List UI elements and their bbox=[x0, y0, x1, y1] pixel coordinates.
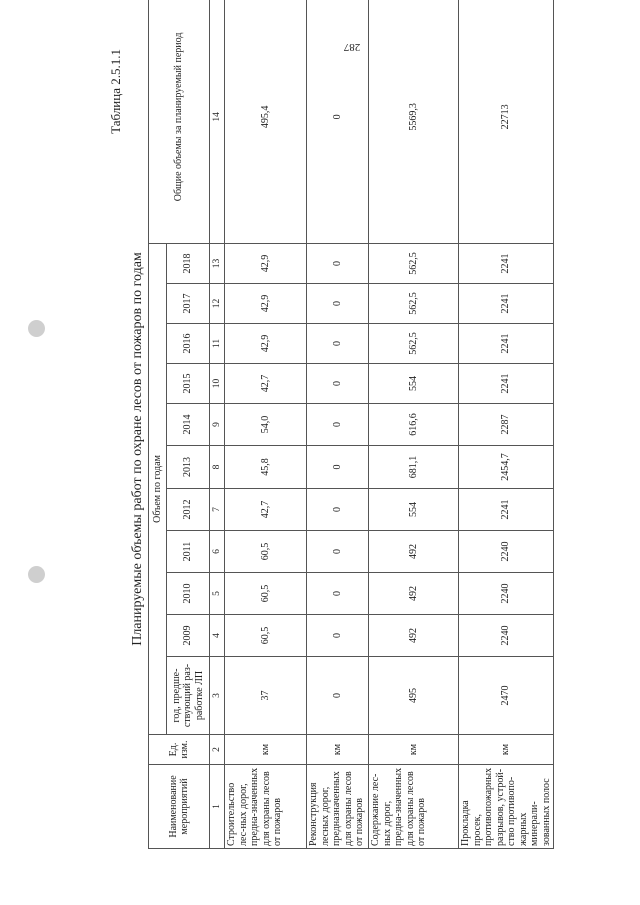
punch-hole-bottom bbox=[28, 566, 45, 583]
header-year: 2013 bbox=[167, 446, 210, 489]
row-value: 42,7 bbox=[225, 489, 307, 531]
column-number: 1 bbox=[210, 765, 225, 849]
row-value: 42,7 bbox=[225, 364, 307, 404]
header-volume-by-year: Объем по годам bbox=[149, 243, 167, 734]
column-number: 4 bbox=[210, 615, 225, 657]
row-value: 562,5 bbox=[369, 324, 459, 364]
header-total: Общие объемы за планируемый период bbox=[149, 0, 210, 243]
header-year: 2015 bbox=[167, 364, 210, 404]
header-year: 2011 bbox=[167, 531, 210, 573]
column-numbers-row bbox=[210, 0, 225, 849]
row-value: 0 bbox=[307, 243, 369, 283]
row-value: 554 bbox=[369, 364, 459, 404]
column-number: 11 bbox=[210, 324, 225, 364]
row-value: 562,5 bbox=[369, 284, 459, 324]
table-row bbox=[225, 0, 307, 849]
row-value: 45,8 bbox=[225, 446, 307, 489]
row-value: 42,9 bbox=[225, 284, 307, 324]
column-number: 5 bbox=[210, 573, 225, 615]
row-value: 2241 bbox=[459, 324, 554, 364]
column-number: 9 bbox=[210, 404, 225, 446]
header-year: 2017 bbox=[167, 284, 210, 324]
column-number: 10 bbox=[210, 364, 225, 404]
header-unit: Ед. изм. bbox=[149, 735, 210, 765]
row-total: 0 bbox=[307, 0, 369, 243]
row-value: 54,0 bbox=[225, 404, 307, 446]
header-name: Наименование мероприятий bbox=[149, 765, 210, 849]
row-name: Строительство лес-ных дорог, предна-значенных для охраны лесов от пожаров bbox=[225, 765, 307, 849]
row-value: 2241 bbox=[459, 243, 554, 283]
row-value: 0 bbox=[307, 324, 369, 364]
row-value: 492 bbox=[369, 615, 459, 657]
row-value: 2240 bbox=[459, 615, 554, 657]
column-number: 2 bbox=[210, 735, 225, 765]
fire-protection-table bbox=[148, 0, 554, 849]
row-value: 0 bbox=[307, 364, 369, 404]
row-value: 0 bbox=[307, 404, 369, 446]
row-value: 60,5 bbox=[225, 615, 307, 657]
page-number: 287 bbox=[343, 41, 361, 53]
row-unit: км bbox=[225, 735, 307, 765]
header-year: 2009 bbox=[167, 615, 210, 657]
row-value: 492 bbox=[369, 531, 459, 573]
row-value: 616,6 bbox=[369, 404, 459, 446]
header-prev-year: год, предше-ствующий раз-работке ЛП bbox=[167, 657, 210, 735]
row-value: 2241 bbox=[459, 284, 554, 324]
row-prev: 495 bbox=[369, 657, 459, 735]
row-value: 0 bbox=[307, 489, 369, 531]
header-year: 2018 bbox=[167, 243, 210, 283]
column-number: 8 bbox=[210, 446, 225, 489]
row-value: 0 bbox=[307, 446, 369, 489]
row-prev: 2470 bbox=[459, 657, 554, 735]
row-value: 0 bbox=[307, 531, 369, 573]
column-number: 3 bbox=[210, 657, 225, 735]
row-value: 554 bbox=[369, 489, 459, 531]
header-year: 2016 bbox=[167, 324, 210, 364]
row-name: Реконструкция лесных дорог, предназначенных для охраны лесов от пожаров bbox=[307, 765, 369, 849]
table-title: Планируемые объемы работ по охране лесов от пожаров по годам bbox=[130, 252, 145, 646]
row-name: Прокладка просек, противопожарных разрывов, устрой-ство противопо-жарных минерали-зованных полос bbox=[459, 765, 554, 849]
header-year: 2010 bbox=[167, 573, 210, 615]
row-value: 60,5 bbox=[225, 573, 307, 615]
row-prev: 37 bbox=[225, 657, 307, 735]
row-value: 42,9 bbox=[225, 324, 307, 364]
column-number: 12 bbox=[210, 284, 225, 324]
row-unit: км bbox=[369, 735, 459, 765]
row-value: 42,9 bbox=[225, 243, 307, 283]
row-value: 492 bbox=[369, 573, 459, 615]
header-year: 2014 bbox=[167, 404, 210, 446]
row-prev: 0 bbox=[307, 657, 369, 735]
header-year: 2012 bbox=[167, 489, 210, 531]
column-number: 7 bbox=[210, 489, 225, 531]
row-value: 2240 bbox=[459, 573, 554, 615]
row-value: 2241 bbox=[459, 489, 554, 531]
rotated-page-content bbox=[108, 32, 628, 849]
row-value: 2287 bbox=[459, 404, 554, 446]
row-value: 681,1 bbox=[369, 446, 459, 489]
table-row bbox=[307, 0, 369, 849]
row-value: 0 bbox=[307, 573, 369, 615]
row-unit: км bbox=[307, 735, 369, 765]
row-value: 2241 bbox=[459, 364, 554, 404]
row-value: 60,5 bbox=[225, 531, 307, 573]
column-number: 14 bbox=[210, 0, 225, 243]
table-row bbox=[459, 0, 554, 849]
row-value: 562,5 bbox=[369, 243, 459, 283]
row-value: 2240 bbox=[459, 531, 554, 573]
row-name: Содержание лес-ных дорог, предна-значенных для охраны лесов от пожаров bbox=[369, 765, 459, 849]
row-unit: км bbox=[459, 735, 554, 765]
column-number: 13 bbox=[210, 243, 225, 283]
row-total: 5569,3 bbox=[369, 0, 459, 243]
row-total: 495,4 bbox=[225, 0, 307, 243]
table-label: Таблица 2.5.1.1 bbox=[108, 49, 123, 134]
row-total: 22713 bbox=[459, 0, 554, 243]
row-value: 0 bbox=[307, 284, 369, 324]
table-row bbox=[369, 0, 459, 849]
row-value: 2454,7 bbox=[459, 446, 554, 489]
punch-hole-top bbox=[28, 320, 45, 337]
column-number: 6 bbox=[210, 531, 225, 573]
row-value: 0 bbox=[307, 615, 369, 657]
